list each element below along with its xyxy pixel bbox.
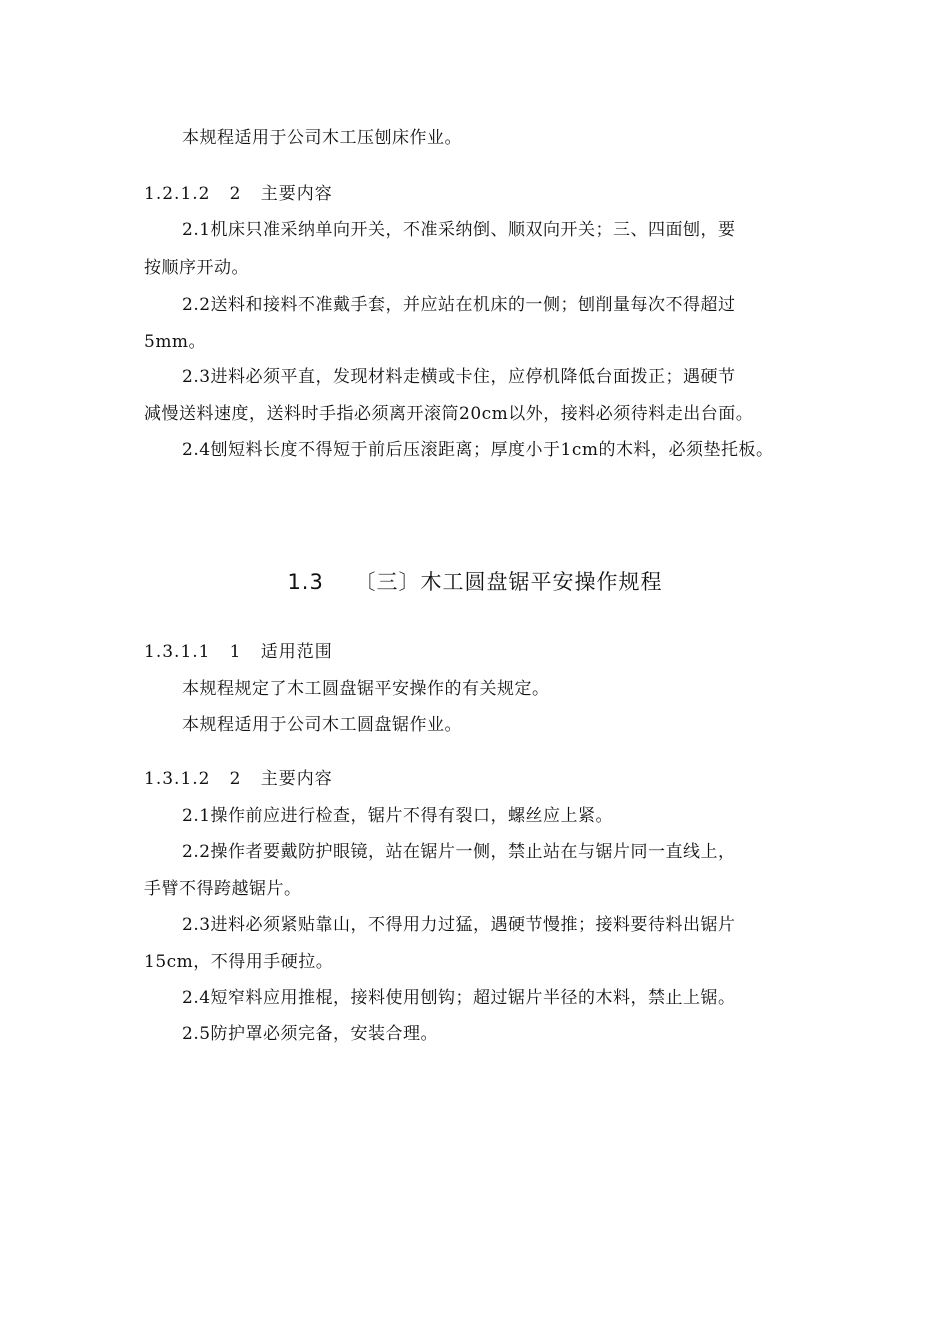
section-heading-scope: 1.3.1.1 1 适用范围	[144, 642, 333, 662]
rule-item-line: 15cm，不得用手硬拉。	[144, 952, 334, 972]
rule-item-line: 2.1机床只准采纳单向开关，不准采纳倒、顺双向开关；三、四面刨，要	[182, 220, 736, 240]
section-heading-main-content: 1.2.1.2 2 主要内容	[144, 184, 333, 204]
section-title: 1.3 〔三〕木工圆盘锯平安操作规程	[287, 570, 663, 594]
rule-item-line: 2.2操作者要戴防护眼镜，站在锯片一侧，禁止站在与锯片同一直线上，	[182, 842, 736, 862]
scope-paragraph: 本规程适用于公司木工圆盘锯作业。	[182, 715, 462, 735]
scope-paragraph: 本规程适用于公司木工压刨床作业。	[182, 128, 462, 148]
rule-item-line: 2.4刨短料长度不得短于前后压滚距离；厚度小于1cm的木料，必须垫托板。	[182, 440, 774, 460]
rule-item-line: 手臂不得跨越锯片。	[144, 879, 302, 899]
rule-item-line: 2.3进料必须紧贴靠山，不得用力过猛，遇硬节慢推；接料要待料出锯片	[182, 915, 736, 935]
rule-item-line: 2.2送料和接料不准戴手套，并应站在机床的一侧；刨削量每次不得超过	[182, 295, 736, 315]
rule-item-line: 5mm。	[144, 332, 207, 352]
rule-item-line: 减慢送料速度，送料时手指必须离开滚筒20cm以外，接料必须待料走出台面。	[144, 404, 754, 424]
rule-item-line: 按顺序开动。	[144, 258, 249, 278]
scope-paragraph: 本规程规定了木工圆盘锯平安操作的有关规定。	[182, 679, 550, 699]
rule-item-line: 2.4短窄料应用推棍，接料使用刨钩；超过锯片半径的木料，禁止上锯。	[182, 988, 736, 1008]
rule-item-line: 2.5防护罩必须完备，安装合理。	[182, 1024, 439, 1044]
rule-item-line: 2.3进料必须平直，发现材料走横或卡住，应停机降低台面拨正；遇硬节	[182, 367, 736, 387]
section-heading-main-content: 1.3.1.2 2 主要内容	[144, 769, 333, 789]
rule-item-line: 2.1操作前应进行检查，锯片不得有裂口，螺丝应上紧。	[182, 806, 614, 826]
